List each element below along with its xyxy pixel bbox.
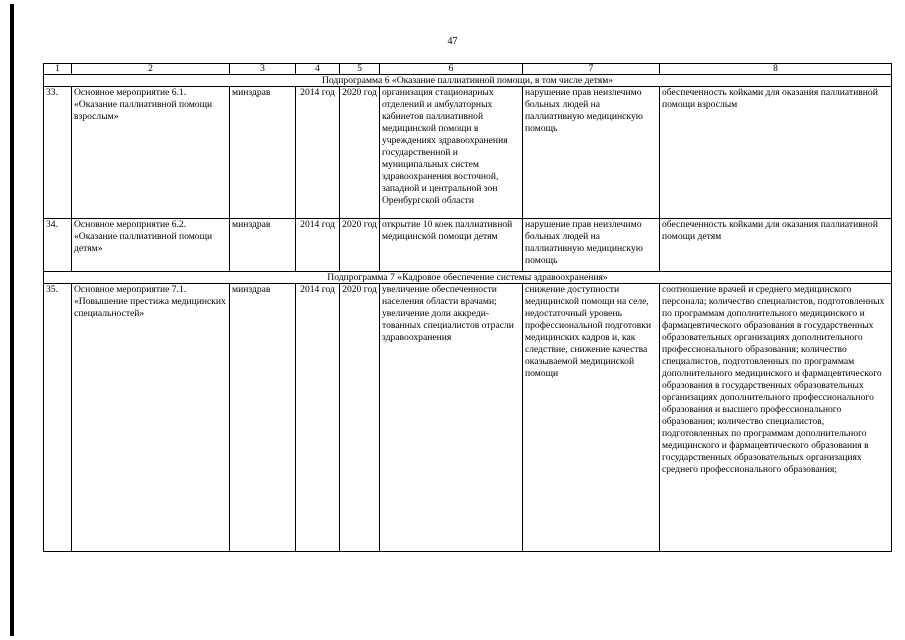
row-number: 34. <box>44 219 72 272</box>
subprogram-title: Подпрограмма 7 «Кадровое обеспечение системы здравоохранения» <box>44 272 892 284</box>
executor: минздрав <box>230 284 296 552</box>
column-number-row <box>44 64 892 75</box>
expected-result: увеличение обеспеченности населения области врачами; увеличение доли аккредитованных специалистов отрасли здравоохранения <box>380 284 523 552</box>
event-name: Основное мероприятие 6.2. «Оказание паллиативной помощи детям» <box>72 219 230 272</box>
indicators: обеспеченность койками для оказания паллиативной помощи взрослым <box>660 87 892 219</box>
page-number: 47 <box>447 36 458 47</box>
end-year: 2020 год <box>340 284 380 552</box>
measures-table <box>43 63 892 552</box>
indicators: обеспеченность койками для оказания паллиативной помощи детям <box>660 219 892 272</box>
event-name: Основное мероприятие 6.1. «Оказание паллиативной помощи взрослым» <box>72 87 230 219</box>
subprogram-title: Подпрограмма 6 «Оказание паллиативной помощи, в том числе детям» <box>44 75 892 87</box>
column-number: 1 <box>44 64 72 75</box>
end-year: 2020 год <box>340 87 380 219</box>
column-number: 8 <box>660 64 892 75</box>
start-year: 2014 год <box>296 219 340 272</box>
column-number: 4 <box>296 64 340 75</box>
row-number: 35. <box>44 284 72 552</box>
executor: минздрав <box>230 87 296 219</box>
executor: минздрав <box>230 219 296 272</box>
column-number: 6 <box>380 64 523 75</box>
start-year: 2014 год <box>296 284 340 552</box>
column-number: 7 <box>523 64 660 75</box>
expected-result: открытие 10 коек паллиативной медицинской помощи детям <box>380 219 523 272</box>
subprogram-row <box>44 272 892 284</box>
consequences: нарушение прав неизлечимо больных людей на паллиативную медицинскую помощь <box>523 219 660 272</box>
expected-result: организация стационарных отделений и амбулаторных кабинетов паллиативной медицинской помощи в учреждениях здравоохранения государственной и муниципальных систем здравоохранения восточной, западной и центральной зон Оренбургской области <box>380 87 523 219</box>
binding-edge <box>10 4 14 636</box>
consequences: снижение доступности медицинской помощи на селе, недостаточный уровень профессиональной подготовки медицинских кадров и, как следствие, снижение качества оказываемой медицинской помощи <box>523 284 660 552</box>
table-row <box>44 87 892 219</box>
subprogram-row <box>44 75 892 87</box>
column-number: 2 <box>72 64 230 75</box>
column-number: 5 <box>340 64 380 75</box>
indicators: соотношение врачей и среднего медицинского персонала; количество специалистов, подготовленных по программам дополнительного медицинского и фармацевтического образования в государственных образовательных организациях дополнительного профессионального образования; количество специалистов, подготовленных по программам дополнительного медицинского и фармацевтического образования в государственных образовательных организациях дополнительного профессионального образования и высшего профессионального образования; количество специалистов, подготовленных по программам дополнительного медицинского и фармацевтического образования в государственных образовательных организациях среднего профессионального образования; <box>660 284 892 552</box>
start-year: 2014 год <box>296 87 340 219</box>
column-number: 3 <box>230 64 296 75</box>
table-row <box>44 284 892 552</box>
row-number: 33. <box>44 87 72 219</box>
end-year: 2020 год <box>340 219 380 272</box>
event-name: Основное мероприятие 7.1. «Повышение престижа медицинских специальностей» <box>72 284 230 552</box>
table-row <box>44 219 892 272</box>
consequences: нарушение прав неизлечимо больных людей на паллиативную медицинскую помощь <box>523 87 660 219</box>
